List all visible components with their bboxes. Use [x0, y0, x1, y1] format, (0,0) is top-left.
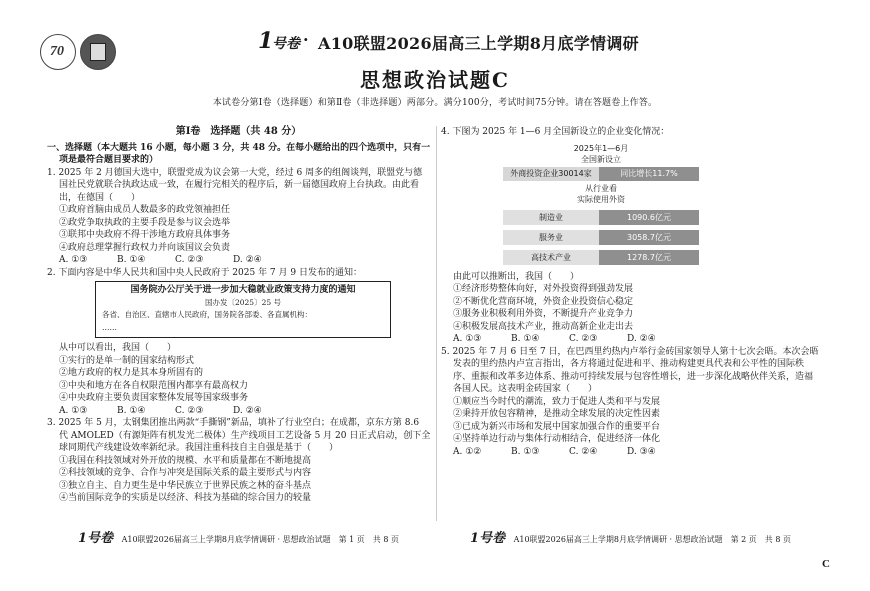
question-stem: 各国人民。这表明金砖国家（ ） [453, 384, 598, 394]
option-item: ②秉持开放包容精神，是推动全球发展的决定性因素 [453, 409, 661, 419]
answer-choice: C. ②④ [569, 446, 598, 457]
answer-choice: D. ③④ [627, 446, 656, 457]
question-stem: 5. 2025 年 7 月 6 日至 7 日，在巴西里约热内卢举行金砖国家领导人第十七次会晤。本次会晤 [441, 346, 819, 357]
option-item: ①我国在科技领域对外开放的规模、水平和质量都在不断地提高 [59, 455, 312, 466]
chart-bar-label: 服务业 [503, 230, 599, 245]
answer-choice: A. ①③ [59, 255, 88, 265]
answer-choice: A. ①③ [59, 405, 88, 416]
question-stem: 发表的里约热内卢宣言指出，各方将通过促进和平、推动构建更具代表和公平性的国际秩 [453, 359, 805, 369]
answer-choice: A. ①③ [453, 334, 482, 344]
option-item: ③联邦中央政府不得干涉地方政府具体事务 [59, 230, 231, 240]
option-item: ③服务业积极利用外资，不断提升产业竞争力 [453, 309, 634, 319]
question-stem: 4. 下图为 2025 年 1—6 月全国新设立的企业变化情况： [441, 127, 670, 137]
answer-choice: C. ②③ [175, 255, 204, 265]
question-stem: 从中可以看出，我国（ ） [59, 343, 177, 353]
answer-choice: B. ①④ [511, 334, 540, 344]
question-stem: 3. 2025 年 5 月，太钢集团推出两款“手撕钢”新品，填补了行业空白；在成都，京东方第 8.6 [47, 418, 420, 428]
answer-choice: D. ②④ [627, 334, 656, 344]
notice-ellipsis: …… [102, 322, 117, 332]
answer-choice: D. ②④ [233, 255, 262, 265]
question-2 [47, 267, 430, 418]
option-item: ①经济形势整体向好，对外投资得到强劲发展 [453, 284, 634, 294]
chart-bar-value: 3058.7亿元 [599, 230, 699, 245]
section-title: 第Ⅰ卷 选择题（共 48 分） [175, 126, 302, 137]
option-item: ②科技领域的竞争、合作与冲突是国际关系的最主要形式与内容 [59, 468, 312, 478]
left-column [47, 126, 430, 505]
notice-body: 各省、自治区、直辖市人民政府，国务院各部委、各直属机构： [102, 310, 312, 319]
question-5 [441, 346, 821, 459]
chart-row-value: 同比增长11.7% [599, 167, 699, 181]
footer-brand-mark: 1号卷 [470, 531, 506, 546]
option-item: ②政党争取执政的主要手段是参与议会选举 [59, 217, 231, 228]
option-item: ②地方政府的权力是其本身所固有的 [59, 368, 204, 378]
exam-title: A10联盟2026届高三上学期8月底学情调研 [318, 34, 639, 53]
footer-left-text: A10联盟2026届高三上学期8月底学情调研 · 思想政治试题 第 1 页 共 8 页 [121, 535, 399, 544]
chart-bar-label: 制造业 [503, 210, 599, 225]
question-stem: 代 AMOLED（有源矩阵有机发光二极体）生产线项目工艺设备 5 月 20 日正式启动，创下全 [59, 430, 430, 441]
exam-note: 本试卷分第Ⅰ卷（选择题）和第Ⅱ卷（非选择题）两部分。满分100分，考试时间75分钟。请在答题卷上作答。 [212, 98, 658, 108]
brand-dot: · [303, 30, 309, 49]
notice-title: 国务院办公厅关于进一步加大稳就业政策支持力度的通知 [130, 285, 356, 295]
option-item: ③中央和地方在各自权限范围内都享有最高权力 [59, 380, 249, 391]
column-divider [436, 126, 437, 521]
question-4 [441, 126, 821, 346]
footer-left [78, 527, 399, 546]
answer-choices [441, 446, 821, 459]
answer-choice: B. ①④ [117, 255, 146, 265]
answer-choice: D. ②④ [233, 405, 262, 416]
answer-choice: B. ①④ [117, 405, 146, 416]
chart-foreign-row [503, 167, 699, 181]
chart-bar-row [503, 250, 699, 265]
footer-brand-mark: 1号卷 [78, 531, 114, 546]
chart-subtitle: 全国新设立 [581, 154, 621, 164]
question-stem: 序、重振和改革多边体系、推动可持续发展与包容性增长，进一步深化战略伙伴关系，造福 [453, 371, 814, 382]
answer-choices [47, 405, 430, 418]
option-item: ④坚持单边行动与集体行动相结合，促进经济一体化 [453, 434, 661, 444]
chart-bar-row [503, 210, 699, 225]
question-1 [47, 167, 430, 267]
option-item: ①实行的是单一制的国家结构形式 [59, 355, 195, 366]
option-item: ①顺应当今时代的潮流，致力于促进人类和平与发展 [453, 396, 661, 407]
option-item: ③已成为新兴市场和发展中国家加强合作的重要平台 [453, 421, 661, 432]
government-notice-box [95, 281, 391, 338]
chart-bar-value: 1278.7亿元 [599, 250, 699, 265]
right-column [441, 126, 821, 458]
question-stem: 由此可以推断出，我国（ ） [453, 271, 580, 282]
answer-choices [441, 333, 821, 346]
chart-bar-label: 高技术产业 [503, 250, 599, 265]
chart-group-title: 实际使用外资 [577, 194, 625, 204]
instructions-line: 一、选择题（本大题共 16 小题，每小题 3 分，共 48 分。在每小题给出的四个选项中，只有一 [47, 142, 430, 153]
answer-choices [47, 254, 430, 267]
question-stem: 2. 下面内容是中华人民共和国中央人民政府于 2025 年 7 月 9 日发布的通知： [47, 267, 362, 278]
brand-sub: 号卷 [272, 36, 300, 52]
chart-bar-row [503, 230, 699, 245]
option-item: ①政府首脑由成员人数最多的政党领袖担任 [59, 205, 231, 215]
notice-number: 国办发〔2025〕25 号 [204, 297, 281, 307]
chart-title: 2025年1—6月 [573, 143, 629, 153]
question-3 [47, 417, 430, 505]
answer-choice: A. ①② [453, 446, 482, 457]
question-stem: 国社民党就联合执政达成一致，在履行完相关的程序后，新一届德国政府上台执政。由此看 [59, 180, 420, 190]
option-item: ②不断优化营商环境，外资企业投资信心稳定 [453, 296, 634, 307]
question-stem: 出，在德国（ ） [59, 192, 141, 203]
footer-right [470, 527, 791, 546]
school-seal-inner [90, 43, 106, 61]
instructions-line: 项是最符合题目要求的） [59, 155, 159, 165]
footer-right-text: A10联盟2026届高三上学期8月底学情调研 · 思想政治试题 第 2 页 共 8 页 [513, 535, 791, 544]
option-item: ③独立自主、自力更生是中华民族立于世界民族之林的奋斗基点 [59, 480, 312, 491]
question-stem: 1. 2025 年 2 月德国大选中，联盟党成为议会第一大党，经过 6 周多的组阁谈判，联盟党与德 [47, 167, 423, 178]
option-item: ④积极发展高技术产业，推动高新企业走出去 [453, 321, 634, 332]
anniversary-logo-number: 70 [50, 44, 64, 59]
brand-mark: 1 [258, 28, 274, 54]
exam-brand [258, 28, 638, 56]
subject-title: 思想政治试题C [360, 68, 510, 92]
chart-row-label: 外商投资企业30014家 [503, 167, 599, 181]
answer-choice: C. ②③ [175, 405, 204, 416]
answer-choice: B. ①③ [511, 446, 540, 457]
option-item: ④当前国际竞争的实质是以经济、科技为基础的综合国力的较量 [59, 493, 312, 503]
chart-bar-value: 1090.6亿元 [599, 210, 699, 225]
chart-group-title: 从行业看 [585, 183, 617, 193]
enterprise-chart [503, 143, 699, 265]
paper-version-mark: C [822, 558, 830, 570]
option-item: ④中央政府主要负责国家整体发展等国家级事务 [59, 393, 249, 403]
option-item: ④政府总理掌握行政权力并向该国议会负责 [59, 242, 231, 253]
question-stem: 球同期代产线建设效率新纪录。我国注重科技自主自强是基于（ ） [59, 443, 339, 453]
answer-choice: C. ②③ [569, 334, 598, 344]
